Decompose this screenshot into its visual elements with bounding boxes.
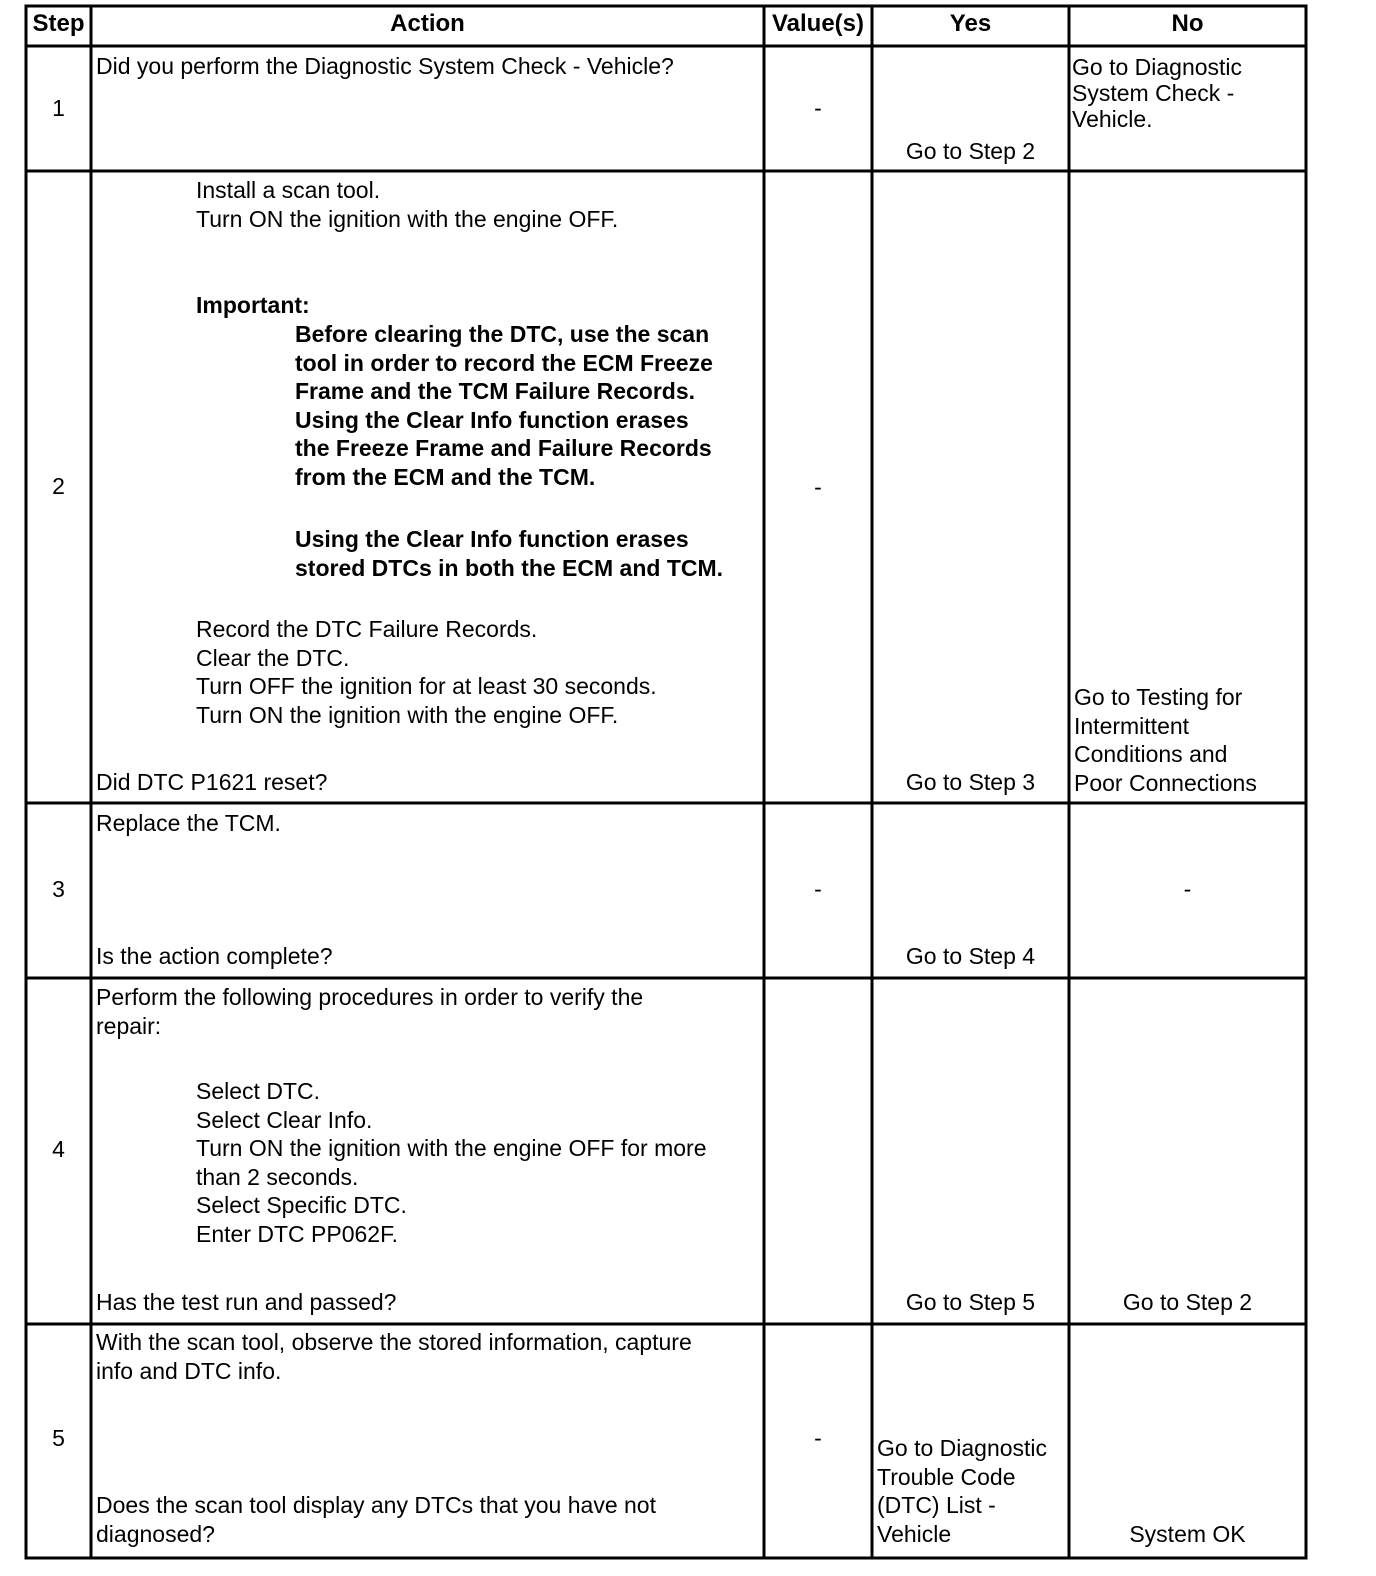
yes-cell: Go to Step 3: [905, 769, 1036, 795]
note-line: Frame and the TCM Failure Records.: [295, 378, 696, 405]
intro-line: repair:: [96, 1012, 162, 1039]
action-text: Replace the TCM.: [96, 810, 281, 836]
no-cell: System OK: [1129, 1521, 1246, 1547]
action-question: Did DTC P1621 reset?: [96, 769, 328, 795]
header-action: Action: [390, 10, 465, 37]
no-line: Conditions and: [1074, 741, 1228, 768]
action-question: [96, 1491, 656, 1548]
intro-line: info and DTC info.: [96, 1357, 282, 1384]
question-line: diagnosed?: [96, 1520, 215, 1547]
action-items: [196, 176, 618, 233]
action-item: Record the DTC Failure Records.: [196, 616, 538, 642]
no-line: Go to Testing for: [1074, 684, 1243, 710]
action-item: Turn ON the ignition with the engine OFF for more: [196, 1135, 707, 1162]
note-line: stored DTCs in both the ECM and TCM.: [295, 554, 724, 581]
no-line: Intermittent: [1074, 712, 1190, 739]
action-intro: [96, 983, 643, 1040]
action-item: than 2 seconds.: [196, 1163, 359, 1190]
action-text: Did you perform the Diagnostic System Check - Vehicle?: [96, 53, 674, 79]
action-intro: [96, 1328, 692, 1385]
step-number: 5: [52, 1425, 65, 1451]
intro-line: Perform the following procedures in order to verify the: [96, 984, 644, 1010]
action-item: Clear the DTC.: [196, 644, 350, 671]
note-line: Using the Clear Info function erases: [295, 526, 689, 552]
note-line: Before clearing the DTC, use the scan: [295, 321, 710, 347]
value-cell: -: [814, 876, 822, 902]
yes-cell: Go to Step 5: [905, 1289, 1036, 1315]
step-number: 1: [52, 95, 65, 121]
intro-line: With the scan tool, observe the stored information, capture: [96, 1329, 692, 1355]
no-cell: Go to Step 2: [1122, 1289, 1253, 1315]
header-step: Step: [32, 10, 85, 37]
action-item: Select Clear Info.: [196, 1106, 373, 1133]
note-line: tool in order to record the ECM Freeze: [295, 349, 713, 376]
note-line: Using the Clear Info function erases: [295, 406, 689, 433]
value-cell: -: [814, 95, 822, 121]
header-no: No: [1171, 10, 1204, 37]
no-cell: -: [1183, 876, 1192, 902]
important-note: [295, 320, 713, 492]
action-item: Turn ON the ignition with the engine OFF.: [196, 701, 619, 728]
step-number: 2: [52, 473, 65, 499]
action-question: Is the action complete?: [96, 943, 333, 969]
no-line: Poor Connections: [1074, 769, 1257, 796]
action-item: Turn OFF the ignition for at least 30 seconds.: [196, 673, 657, 700]
action-items: [196, 1077, 706, 1249]
important-label: Important:: [196, 292, 310, 318]
yes-line: (DTC) List -: [877, 1492, 996, 1519]
yes-line: Vehicle: [877, 1520, 952, 1547]
header-yes: Yes: [949, 10, 992, 37]
no-line: Vehicle.: [1072, 106, 1153, 132]
yes-cell: Go to Step 4: [905, 943, 1036, 969]
action-item: Install a scan tool.: [196, 177, 381, 203]
yes-line: Trouble Code: [877, 1463, 1016, 1490]
no-cell: [1074, 683, 1257, 797]
header-values: Value(s): [771, 10, 865, 37]
value-cell: -: [814, 1425, 822, 1451]
no-line: System Check -: [1072, 80, 1235, 106]
action-question: Has the test run and passed?: [96, 1289, 397, 1315]
action-item: Enter DTC PP062F.: [196, 1220, 398, 1247]
yes-line: Go to Diagnostic: [877, 1435, 1048, 1461]
yes-cell: [877, 1434, 1047, 1548]
action-item: Turn ON the ignition with the engine OFF.: [196, 205, 619, 232]
note-line: the Freeze Frame and Failure Records: [295, 435, 712, 462]
step-number: 4: [52, 1136, 65, 1162]
no-cell: [1072, 54, 1242, 132]
action-item: Select DTC.: [196, 1078, 320, 1104]
important-note: [295, 525, 723, 582]
note-line: from the ECM and the TCM.: [295, 463, 596, 490]
no-line: Go to Diagnostic: [1072, 54, 1243, 80]
value-cell: -: [814, 474, 822, 500]
action-item: Select Specific DTC.: [196, 1192, 407, 1219]
question-line: Does the scan tool display any DTCs that you have not: [96, 1492, 656, 1518]
action-items: [196, 615, 657, 729]
step-number: 3: [52, 876, 65, 902]
yes-cell: Go to Step 2: [905, 138, 1036, 164]
